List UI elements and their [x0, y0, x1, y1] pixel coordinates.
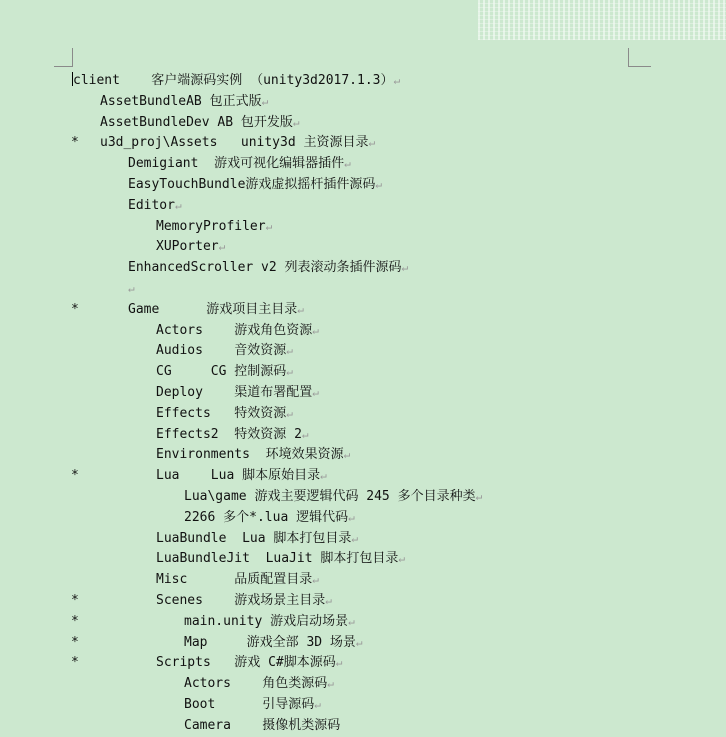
- paragraph-mark: ↵: [218, 240, 226, 254]
- line-bullet: *: [71, 135, 79, 151]
- line-text: Actors 游戏角色资源↵: [156, 322, 319, 338]
- line-text: LuaBundle Lua 脚本打包目录↵: [156, 530, 359, 546]
- line-text: Environments 环境效果资源↵: [156, 447, 351, 463]
- paragraph-mark: ↵: [265, 219, 273, 233]
- line-text: Audios 音效资源↵: [156, 343, 293, 359]
- line-text: EnhancedScroller v2 列表滚动条插件源码↵: [128, 260, 409, 276]
- document-line[interactable]: [0, 92, 726, 113]
- document-line[interactable]: [0, 695, 726, 716]
- document-line[interactable]: [0, 570, 726, 591]
- line-text: 2266 多个*.lua 逻辑代码↵: [184, 509, 355, 525]
- line-text: Demigiant 游戏可视化编辑器插件↵: [128, 156, 351, 172]
- line-text: CG CG 控制源码↵: [156, 364, 293, 380]
- line-text: Map 游戏全部 3D 场景↵: [184, 634, 363, 650]
- line-text: u3d_proj\Assets unity3d 主资源目录↵: [100, 135, 376, 151]
- document-line[interactable]: [0, 133, 726, 154]
- paragraph-mark: ↵: [312, 573, 319, 587]
- paragraph-mark: ↵: [368, 136, 376, 150]
- line-text: Scenes 游戏场景主目录↵: [156, 592, 332, 608]
- document-line[interactable]: [0, 445, 726, 466]
- document-line[interactable]: [0, 362, 726, 383]
- document-line[interactable]: [0, 425, 726, 446]
- line-text: Scripts 游戏 C#脚本源码↵: [156, 655, 343, 671]
- paragraph-mark: ↵: [320, 469, 327, 483]
- document-line[interactable]: [0, 300, 726, 321]
- line-bullet: *: [71, 634, 79, 650]
- line-text: Lua Lua 脚本原始目录↵: [156, 468, 327, 484]
- line-text: client 客户端源码实例 （unity3d2017.1.3）↵: [73, 73, 401, 88]
- document-line[interactable]: [0, 154, 726, 175]
- margin-corner-top-right: [628, 48, 651, 67]
- line-text: EasyTouchBundle游戏虚拟摇杆插件源码↵: [128, 176, 383, 192]
- margin-corner-top-left: [54, 48, 73, 67]
- paragraph-mark: ↵: [128, 281, 135, 295]
- paragraph-mark: ↵: [351, 531, 359, 545]
- document-line[interactable]: [0, 341, 726, 362]
- document-line[interactable]: [0, 404, 726, 425]
- document-line[interactable]: [0, 549, 726, 570]
- document-line[interactable]: [0, 113, 726, 134]
- paragraph-mark: ↵: [286, 365, 293, 379]
- line-text: Lua\game 游戏主要逻辑代码 245 多个目录种类↵: [184, 488, 483, 504]
- document-line[interactable]: [0, 529, 726, 550]
- line-bullet: *: [71, 613, 79, 629]
- paragraph-mark: ↵: [286, 344, 293, 358]
- line-text: Misc 品质配置目录↵: [156, 572, 319, 588]
- document-body[interactable]: [0, 71, 726, 737]
- paragraph-mark: ↵: [314, 697, 321, 711]
- line-text: Editor↵: [128, 197, 182, 213]
- paragraph-mark: ↵: [312, 323, 319, 337]
- paragraph-mark: ↵: [355, 635, 363, 649]
- document-line[interactable]: [0, 279, 726, 300]
- document-line[interactable]: [0, 508, 726, 529]
- line-text: Game 游戏项目主目录↵: [128, 301, 304, 317]
- paragraph-mark: ↵: [286, 406, 293, 420]
- document-line[interactable]: [0, 591, 726, 612]
- document-line[interactable]: [0, 237, 726, 258]
- line-bullet: *: [71, 468, 79, 484]
- paragraph-mark: ↵: [312, 385, 319, 399]
- document-line[interactable]: [0, 321, 726, 342]
- line-text: Effects2 特效资源 2↵: [156, 426, 309, 442]
- line-text: Effects 特效资源↵: [156, 405, 293, 421]
- paragraph-mark: ↵: [292, 115, 300, 129]
- line-text: AssetBundleDev AB 包开发版↵: [100, 114, 300, 130]
- paragraph-mark: ↵: [475, 489, 483, 503]
- paragraph-mark: ↵: [343, 448, 351, 462]
- document-line[interactable]: [0, 674, 726, 695]
- scan-texture: [478, 0, 726, 40]
- line-text: LuaBundleJit LuaJit 脚本打包目录↵: [156, 551, 405, 567]
- document-line[interactable]: [0, 653, 726, 674]
- line-text: Actors 角色类源码↵: [184, 676, 334, 692]
- document-line[interactable]: [0, 466, 726, 487]
- line-text: Deploy 渠道布署配置↵: [156, 384, 319, 400]
- document-line[interactable]: [0, 71, 726, 92]
- line-text: AssetBundleAB 包正式版↵: [100, 93, 269, 109]
- line-text: MemoryProfiler↵: [156, 218, 273, 234]
- line-bullet: *: [71, 592, 79, 608]
- document-line[interactable]: [0, 217, 726, 238]
- line-text: [128, 279, 135, 300]
- text-caret: [72, 72, 73, 86]
- document-line[interactable]: [0, 175, 726, 196]
- paragraph-mark: ↵: [301, 427, 309, 441]
- line-text: Camera 摄像机类源码: [184, 717, 341, 733]
- paragraph-mark: ↵: [327, 677, 334, 691]
- document-line[interactable]: [0, 196, 726, 217]
- paragraph-mark: ↵: [401, 261, 409, 275]
- paragraph-mark: ↵: [174, 198, 182, 212]
- paragraph-mark: ↵: [335, 656, 343, 670]
- paragraph-mark: ↵: [297, 302, 304, 316]
- paragraph-mark: ↵: [398, 552, 405, 566]
- paragraph-mark: ↵: [375, 177, 383, 191]
- paragraph-mark: ↵: [344, 157, 351, 171]
- paragraph-mark: ↵: [348, 614, 355, 628]
- document-line[interactable]: [0, 633, 726, 654]
- line-text: XUPorter↵: [156, 239, 226, 255]
- paragraph-mark: ↵: [325, 593, 332, 607]
- document-line[interactable]: [0, 258, 726, 279]
- document-line[interactable]: [0, 383, 726, 404]
- line-bullet: *: [71, 301, 79, 317]
- paragraph-mark: ↵: [261, 94, 269, 108]
- line-text: main.unity 游戏启动场景↵: [184, 613, 355, 629]
- paragraph-mark: ↵: [348, 510, 355, 524]
- document-line[interactable]: [0, 612, 726, 633]
- line-bullet: *: [71, 655, 79, 671]
- line-text: Boot 引导源码↵: [184, 696, 321, 712]
- paragraph-mark: ↵: [393, 74, 401, 87]
- document-line[interactable]: [0, 487, 726, 508]
- document-line[interactable]: [0, 716, 726, 737]
